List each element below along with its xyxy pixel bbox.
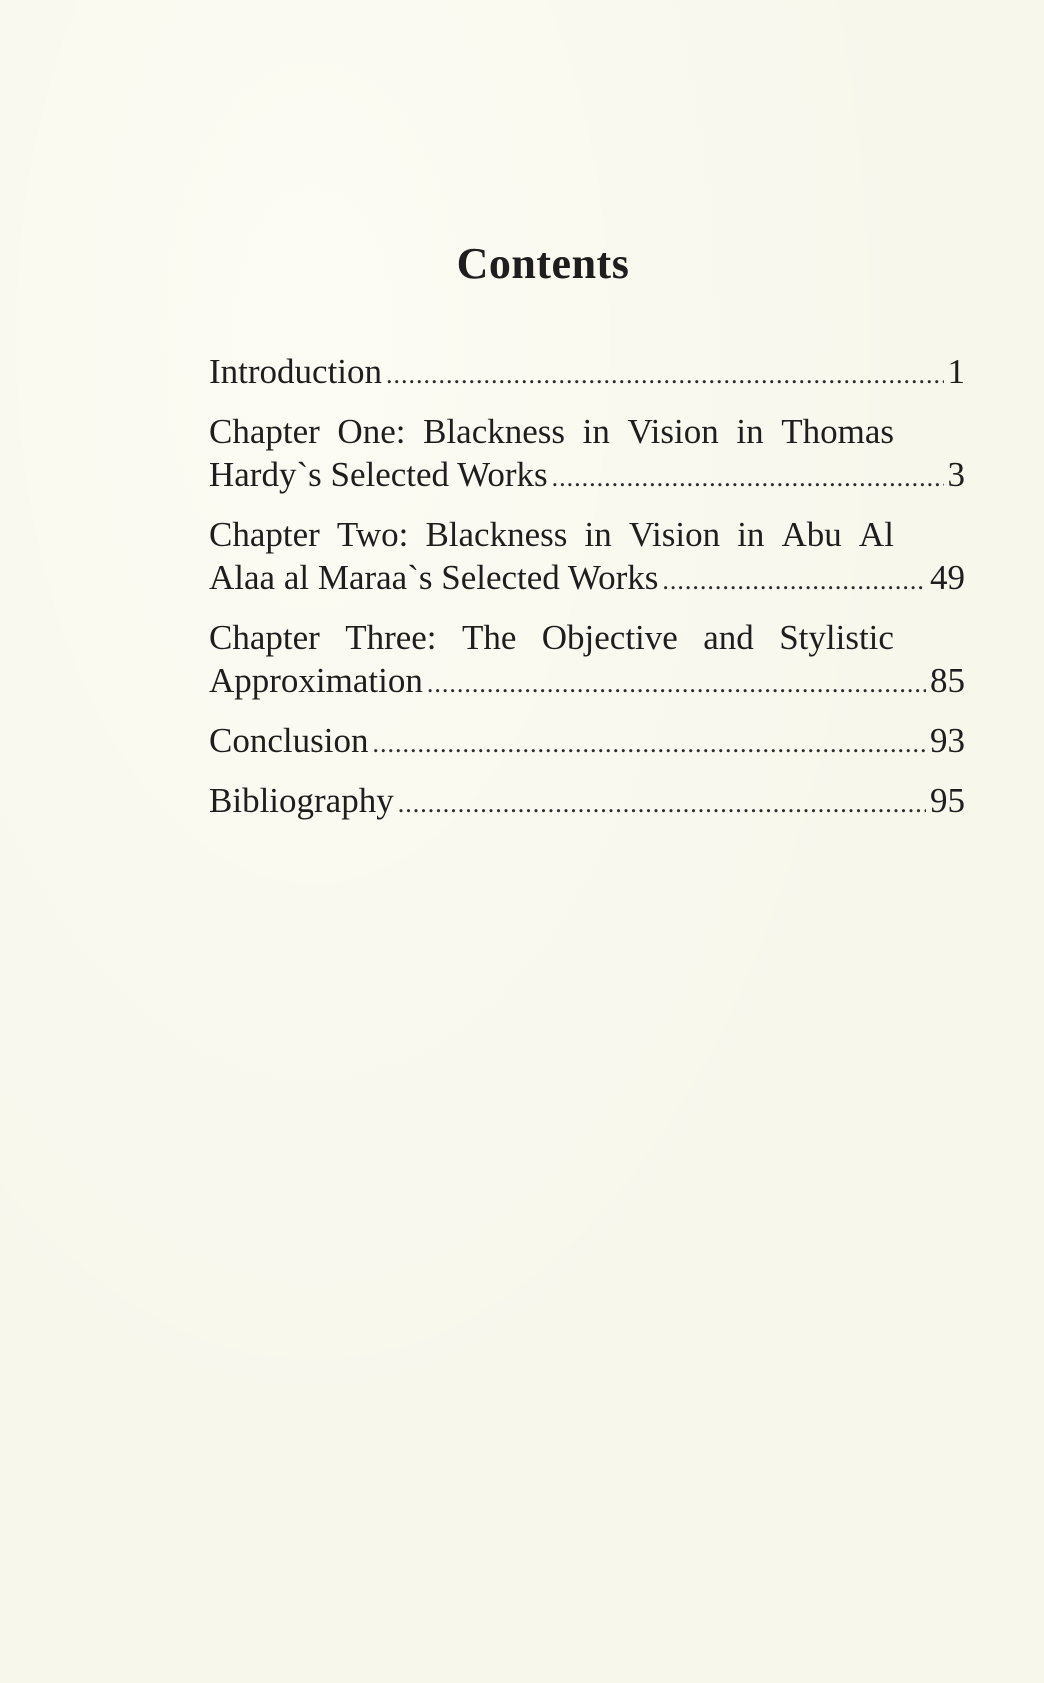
entry-page-number: 95 xyxy=(930,781,965,820)
toc-entry-chapter-one xyxy=(209,410,965,499)
toc-entry-bibliography xyxy=(209,779,965,825)
table-of-contents xyxy=(209,350,965,839)
toc-entry-chapter-three xyxy=(209,616,965,705)
toc-entry-introduction xyxy=(209,350,965,396)
entry-label-line1: Chapter Two: Blackness in Vision in Abu Al xyxy=(209,515,894,554)
toc-entry-conclusion xyxy=(209,719,965,765)
entry-label: Bibliography xyxy=(209,781,394,820)
leader-dots xyxy=(372,722,926,765)
entry-page-number: 3 xyxy=(947,455,965,494)
leader-dots xyxy=(386,353,943,396)
entry-label: Introduction xyxy=(209,352,383,391)
leader-dots xyxy=(662,559,926,602)
entry-page-number: 85 xyxy=(930,661,965,700)
entry-page-number: 49 xyxy=(930,558,965,597)
entry-label-line2: Alaa al Maraa`s Selected Works xyxy=(209,558,659,597)
entry-label-line2: Hardy`s Selected Works xyxy=(209,455,548,494)
entry-label-line1: Chapter One: Blackness in Vision in Thomas xyxy=(209,412,894,451)
leader-dots xyxy=(427,662,926,705)
entry-label: Conclusion xyxy=(209,721,369,760)
toc-entry-chapter-two xyxy=(209,513,965,602)
entry-label-line2: Approximation xyxy=(209,661,423,700)
leader-dots xyxy=(398,782,926,825)
entry-page-number: 93 xyxy=(930,721,965,760)
entry-label-line1: Chapter Three: The Objective and Stylistic xyxy=(209,618,894,657)
leader-dots xyxy=(552,456,944,499)
entry-page-number: 1 xyxy=(947,352,965,391)
page-title: Contents xyxy=(456,239,630,288)
